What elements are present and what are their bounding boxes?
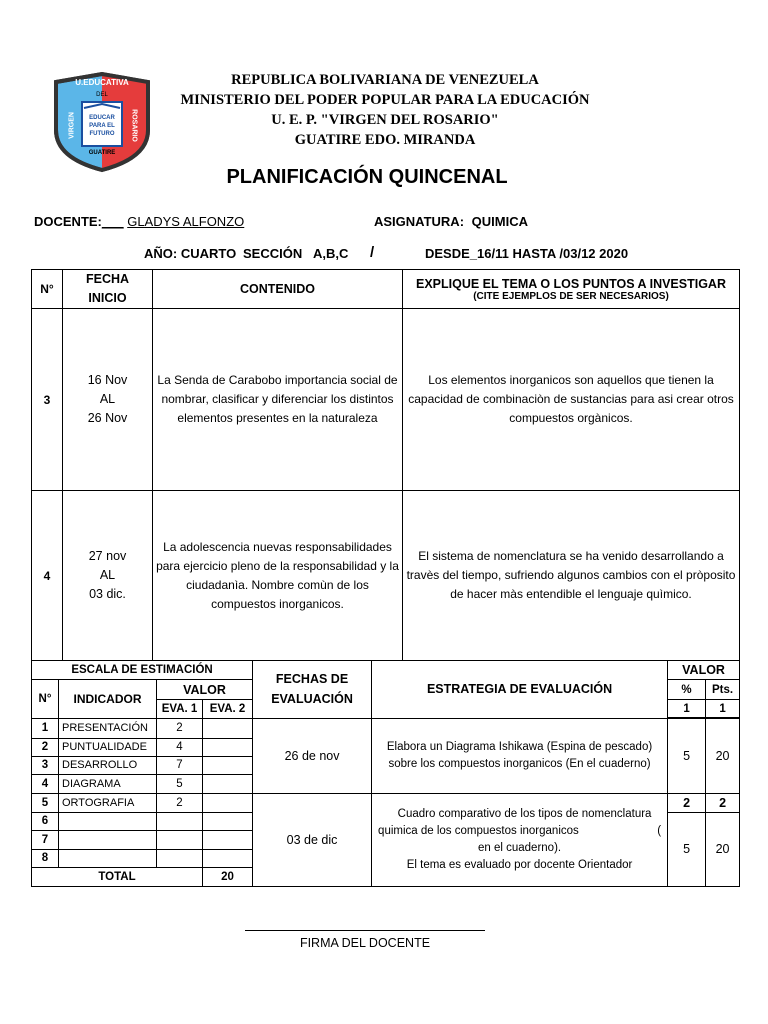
docente-blank: ___ [101, 214, 124, 229]
indicator-eva2 [203, 812, 253, 830]
indicator-eva1: 4 [157, 738, 203, 756]
indicator-number: 1 [32, 718, 59, 738]
group2-estrategia [372, 793, 668, 886]
docente-value: GLADYS ALFONZO [127, 214, 245, 229]
explique-header [403, 270, 740, 309]
row-number: 3 [32, 309, 63, 491]
logo-bottom-text: GUATIRE [88, 150, 116, 156]
indicator-name: DESARROLLO [59, 756, 157, 774]
group1-fecha: 26 de nov [253, 718, 372, 793]
group1-estrategia: Elabora un Diagrama Ishikawa (Espina de pescado) sobre los compuestos inorganicos (En el cuaderno) [372, 718, 668, 793]
ano-label: AÑO: CUARTO [144, 246, 237, 261]
total-label: TOTAL [32, 867, 203, 886]
indicator-eva2 [203, 774, 253, 793]
indicator-name [59, 812, 157, 830]
logo-right-text: ROSARIO [130, 109, 138, 142]
indicator-number: 5 [32, 793, 59, 812]
planning-row [32, 491, 740, 661]
planning-table [31, 269, 740, 661]
asignatura-label: ASIGNATURA: [374, 214, 465, 229]
num-header: N° [32, 680, 59, 719]
desde-hasta: DESDE_16/11 HASTA /03/12 2020 [425, 246, 629, 261]
indicator-eva1 [157, 830, 203, 849]
logo-left-text: VIRGEN [68, 112, 76, 139]
indicator-name: ORTOGRAFIA [59, 793, 157, 812]
indicator-eva1: 2 [157, 718, 203, 738]
contenido-header: CONTENIDO [153, 270, 403, 309]
group2-estrategia-line1: Cuadro comparativo de los tipos de nomenclatura [397, 807, 652, 820]
indicator-name: PUNTUALIDADE [59, 738, 157, 756]
seccion-value: A,B,C [313, 246, 349, 261]
header-line-1: REPUBLICA BOLIVARIANA DE VENEZUELA [231, 72, 539, 88]
indicator-number: 2 [32, 738, 59, 756]
logo-center-text: EDUCAR PARA EL FUTURO [89, 115, 115, 137]
group2-estrategia-line2 [372, 823, 667, 840]
group1-pct: 5 [668, 718, 706, 793]
row-fecha-al: AL [99, 568, 116, 582]
pct-value: 1 [668, 700, 706, 719]
indicator-number: 8 [32, 849, 59, 867]
indicator-row [32, 718, 740, 738]
indicator-eva2 [203, 830, 253, 849]
indicator-eva2 [203, 738, 253, 756]
indicator-number: 7 [32, 830, 59, 849]
group2-estrategia-paren: ( [657, 824, 662, 837]
escala-header: ESCALA DE ESTIMACIÓN [32, 661, 253, 680]
indicator-eva2 [203, 849, 253, 867]
group2-fecha: 03 de dic [253, 793, 372, 886]
fecha-header-line2: INICIO [88, 291, 127, 305]
docente-line [34, 214, 244, 229]
row-contenido: La Senda de Carabobo importancia social de nombrar, clasificar y diferenciar los distintos elementos presentes en la naturaleza [153, 309, 403, 491]
eva2-header: EVA. 2 [203, 700, 253, 719]
total-value: 20 [203, 867, 253, 886]
row-explique: El sistema de nomenclatura se ha venido desarrollando a travès del tiempo, sufriendo algunos cambios con el pròposito de hacer màs entendible el lenguaje quìmico. [403, 491, 740, 661]
pct-header: % [668, 680, 706, 700]
planning-row [32, 309, 740, 491]
group1-pts: 20 [706, 718, 740, 793]
row-fecha-start: 16 Nov [87, 373, 128, 387]
header-line-4: GUATIRE EDO. MIRANDA [294, 132, 476, 148]
pts-value: 1 [706, 700, 740, 719]
fecha-header-line1: FECHA [85, 272, 130, 286]
info-slash: / [370, 244, 375, 261]
indicator-number: 6 [32, 812, 59, 830]
group2-pct-a: 2 [668, 793, 706, 812]
pts-header: Pts. [706, 680, 740, 700]
fecha-header [63, 270, 153, 309]
indicator-row [32, 793, 740, 812]
valor-right-header: VALOR [668, 661, 740, 680]
row-contenido: La adolescencia nuevas responsabilidades para ejercicio pleno de la responsabilidad y la ciudadanìa. Nombre comùn de los compuestos inorganicos. [153, 491, 403, 661]
indicator-name: DIAGRAMA [59, 774, 157, 793]
school-logo [48, 70, 156, 174]
indicator-number: 4 [32, 774, 59, 793]
planning-header-row [32, 270, 740, 309]
signature-line [245, 930, 485, 931]
row-fecha-end: 03 dic. [89, 587, 126, 601]
num-header: N° [32, 270, 63, 309]
group2-pts-b: 20 [706, 812, 740, 886]
firma-label: FIRMA DEL DOCENTE [299, 936, 431, 950]
indicator-name [59, 849, 157, 867]
indicator-eva1 [157, 812, 203, 830]
explique-header-main: EXPLIQUE EL TEMA O LOS PUNTOS A INVESTIGAR [416, 276, 726, 291]
row-fecha [63, 491, 153, 661]
asignatura-line [374, 214, 528, 229]
row-fecha [63, 309, 153, 491]
indicator-eva2 [203, 793, 253, 812]
row-fecha-start: 27 nov [88, 549, 127, 563]
fechas-evaluacion-header: FECHAS DE EVALUACIÓN [253, 661, 372, 719]
indicator-eva1: 2 [157, 793, 203, 812]
group2-pct-b: 5 [668, 812, 706, 886]
indicator-name [59, 830, 157, 849]
page-title: PLANIFICACIÓN QUINCENAL [226, 166, 508, 188]
indicator-number: 3 [32, 756, 59, 774]
eva1-header: EVA. 1 [157, 700, 203, 719]
asignatura-value: QUIMICA [471, 214, 528, 229]
indicator-eva1: 7 [157, 756, 203, 774]
row-number: 4 [32, 491, 63, 661]
header-line-2: MINISTERIO DEL PODER POPULAR PARA LA EDUCACIÓN [180, 92, 590, 108]
group2-pts-a: 2 [706, 793, 740, 812]
indicator-name: PRESENTACIÓN [59, 718, 157, 738]
indicator-eva2 [203, 756, 253, 774]
docente-label: DOCENTE: [34, 214, 102, 229]
row-fecha-end: 26 Nov [87, 411, 128, 425]
logo-top-text: U.EDUCATIVA [75, 78, 129, 87]
valor-header: VALOR [157, 680, 253, 700]
indicador-header: INDICADOR [59, 680, 157, 719]
group2-estrategia-line4: El tema es evaluado por docente Orientador [406, 858, 633, 871]
indicator-eva2 [203, 718, 253, 738]
indicator-eva1 [157, 849, 203, 867]
institution-header [150, 70, 620, 150]
seccion-label: SECCIÓN [243, 246, 303, 261]
header-line-3: U. E. P. "VIRGEN DEL ROSARIO" [271, 112, 499, 128]
row-fecha-al: AL [99, 392, 116, 406]
row-explique: Los elementos inorganicos son aquellos que tienen la capacidad de combinaciòn de sustancias para asi crear otros compuestos orgànicos. [403, 309, 740, 491]
group2-estrategia-line3: en el cuaderno). [477, 841, 562, 854]
indicator-eva1: 5 [157, 774, 203, 793]
explique-header-cite: (CITE EJEMPLOS DE SER NECESARIOS) [473, 290, 669, 302]
estrategia-header: ESTRATEGIA DE EVALUACIÓN [372, 661, 668, 719]
evaluation-table [31, 660, 740, 887]
logo-small-text: DEL [96, 92, 108, 98]
group2-estrategia-line2-text: quimica de los compuestos inorganicos [378, 824, 579, 837]
